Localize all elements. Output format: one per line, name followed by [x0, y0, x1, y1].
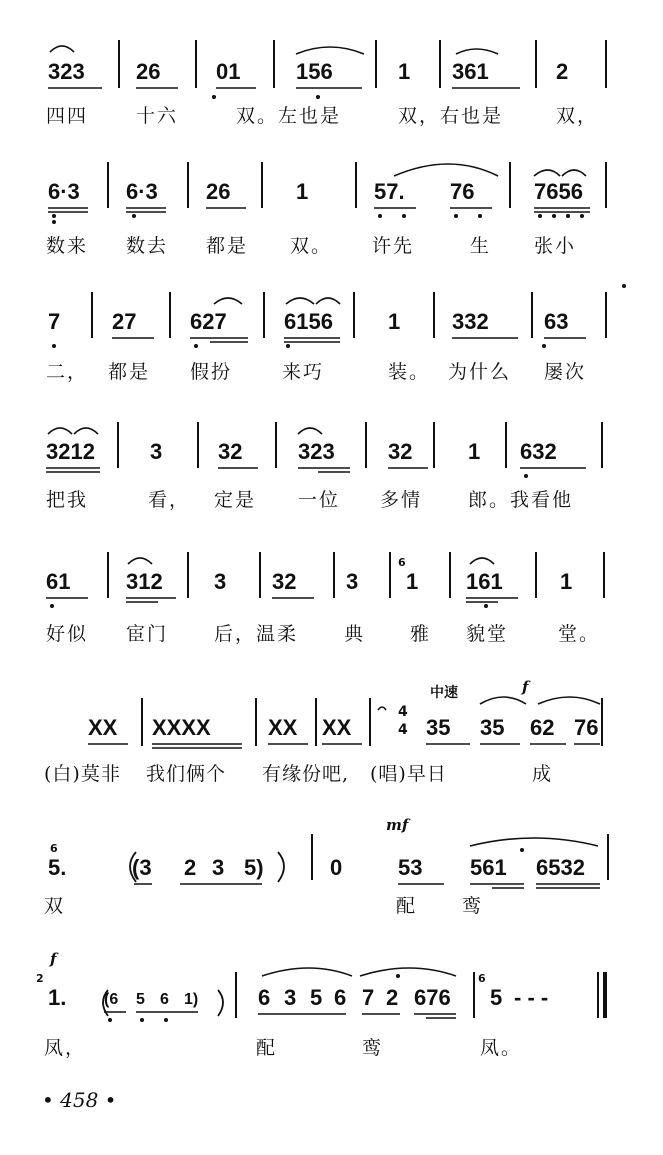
note-group: 3: [346, 569, 359, 594]
lyric: 好似: [46, 623, 89, 645]
note-group: 61: [46, 569, 71, 594]
note-group: 7656: [534, 179, 583, 204]
note-group: 3: [214, 569, 227, 594]
lyric: 屡次: [544, 361, 587, 383]
lyric: 定是: [214, 489, 257, 511]
lyric: 生: [470, 235, 492, 257]
note-group: (3: [132, 855, 152, 880]
lyric: 有缘份吧,: [262, 763, 350, 785]
note-group: 0: [330, 855, 343, 880]
lyric: 假扮: [190, 361, 233, 383]
note-group: 27: [112, 309, 137, 334]
note-group: 1: [388, 309, 401, 334]
lyric: 二，: [46, 361, 89, 383]
lyric: 双: [44, 895, 66, 917]
lyric: 四四: [46, 105, 89, 127]
lyric: 后，温柔: [214, 623, 299, 645]
note-group: 26: [206, 179, 231, 204]
note-group: 6156: [284, 309, 333, 334]
lyric: 郎。我看他: [468, 489, 574, 511]
note-group: 2: [184, 855, 197, 880]
note-group: 32: [218, 439, 243, 464]
lyric: 看，: [148, 489, 191, 511]
grace-note: 2: [36, 972, 44, 985]
lyric: 许先: [372, 235, 415, 257]
lyric: 都是: [108, 361, 151, 383]
note-group: 1: [296, 179, 309, 204]
lyric: 都是: [206, 235, 249, 257]
note-group: 161: [466, 569, 503, 594]
lyric: 多情: [380, 489, 423, 511]
lyric: 数去: [126, 235, 169, 257]
lyric: 配: [396, 895, 418, 917]
note-group: 6: [160, 991, 169, 1008]
lyric: 凤，: [44, 1037, 87, 1059]
dynamic-marking: f: [50, 950, 57, 968]
note-group: 3: [284, 985, 297, 1010]
note-group: 3: [212, 855, 225, 880]
page-number: • 458 •: [42, 1088, 117, 1112]
note-group: 1: [398, 59, 411, 84]
note-group: XX: [322, 715, 352, 740]
note-group: 561: [470, 855, 507, 880]
time-signature-bottom: 4: [398, 722, 408, 738]
note-group: 1: [468, 439, 481, 464]
lyric: 十六: [136, 105, 179, 127]
dynamic-marking: f: [522, 678, 529, 696]
lyric: 雅: [410, 623, 432, 645]
note-group: XX: [88, 715, 118, 740]
note-group: 53: [398, 855, 423, 880]
note-group: 5: [490, 985, 503, 1010]
lyric: 双，右也是: [398, 105, 504, 127]
brackets: [103, 852, 284, 1016]
note-group: 2: [386, 985, 399, 1010]
note-group: 62: [530, 715, 555, 740]
note-group: 1): [184, 991, 199, 1008]
lyric: (唱)早日: [370, 763, 447, 785]
lyric: 典: [344, 623, 366, 645]
grace-note: 6: [398, 556, 406, 569]
note-group: 5.: [48, 855, 67, 880]
note-group: XX: [268, 715, 298, 740]
note-group: 63: [544, 309, 569, 334]
note-group: 361: [452, 59, 489, 84]
note-group: 6·3: [126, 179, 158, 204]
grace-note: 6: [478, 972, 486, 985]
note-group: 627: [190, 309, 227, 334]
note-group: 35: [480, 715, 505, 740]
tempo-marking: 中速: [430, 685, 458, 701]
lyric: 我们俩个: [146, 763, 227, 785]
note-group: 6532: [536, 855, 585, 880]
note-group: 6: [334, 985, 347, 1010]
lyric: 把我: [46, 489, 89, 511]
note-group: 156: [296, 59, 333, 84]
lyric: 配: [256, 1037, 278, 1059]
note-group: 676: [414, 985, 451, 1010]
lyric: 鸾: [362, 1037, 384, 1059]
note-group: 01: [216, 59, 241, 84]
note-group: 32: [272, 569, 297, 594]
note-group: 2: [556, 59, 569, 84]
note-group: 1: [560, 569, 573, 594]
note-group: 57.: [374, 179, 405, 204]
dash-group: - - -: [514, 985, 549, 1010]
dynamic-marking: mf: [386, 816, 409, 834]
lyric: 装。: [388, 361, 431, 383]
note-group: 26: [136, 59, 161, 84]
lyric: 堂。: [558, 623, 601, 645]
lyric: (白)莫非: [44, 763, 121, 785]
note-group: 632: [520, 439, 557, 464]
lyric: 鸾: [462, 895, 484, 917]
note-group: 5: [310, 985, 323, 1010]
note-group: (6: [104, 991, 119, 1008]
lyric: 凤。: [480, 1037, 523, 1059]
note-group: 76: [450, 179, 475, 204]
underlines: [46, 88, 600, 1018]
lyric: 宦门: [126, 623, 169, 645]
note-group: 6·3: [48, 179, 80, 204]
note-group: 35: [426, 715, 451, 740]
note-group: 7: [362, 985, 375, 1010]
lyric: 张小: [534, 235, 577, 257]
lyric: 成: [532, 763, 554, 785]
lyric: 为什么: [448, 361, 512, 383]
grace-note: 6: [50, 842, 58, 855]
lyric: 来巧: [282, 361, 325, 383]
note-group: 76: [574, 715, 599, 740]
note-group: 5): [244, 855, 264, 880]
lyric: 貌堂: [466, 623, 509, 645]
time-signature-top: 4: [398, 704, 408, 720]
note-group: 3212: [46, 439, 95, 464]
note-group: XXXX: [152, 715, 211, 740]
note-group: 6: [258, 985, 271, 1010]
note-group: 5: [136, 991, 145, 1008]
note-group: 7: [48, 309, 61, 334]
note-group: 323: [48, 59, 85, 84]
lyric: 双，: [556, 105, 599, 127]
note-group: 312: [126, 569, 163, 594]
note-group: 32: [388, 439, 413, 464]
note-group: 1: [406, 569, 419, 594]
note-group: 332: [452, 309, 489, 334]
note-group: 3: [150, 439, 163, 464]
bar-lines: [92, 40, 608, 1018]
note-group: 323: [298, 439, 335, 464]
lyric: 双。: [290, 235, 333, 257]
lyric: 数来: [46, 235, 89, 257]
slurs: [48, 46, 600, 976]
lyric: 一位: [298, 489, 341, 511]
note-group: 1.: [48, 985, 67, 1010]
lyric: 双。左也是: [236, 105, 342, 127]
